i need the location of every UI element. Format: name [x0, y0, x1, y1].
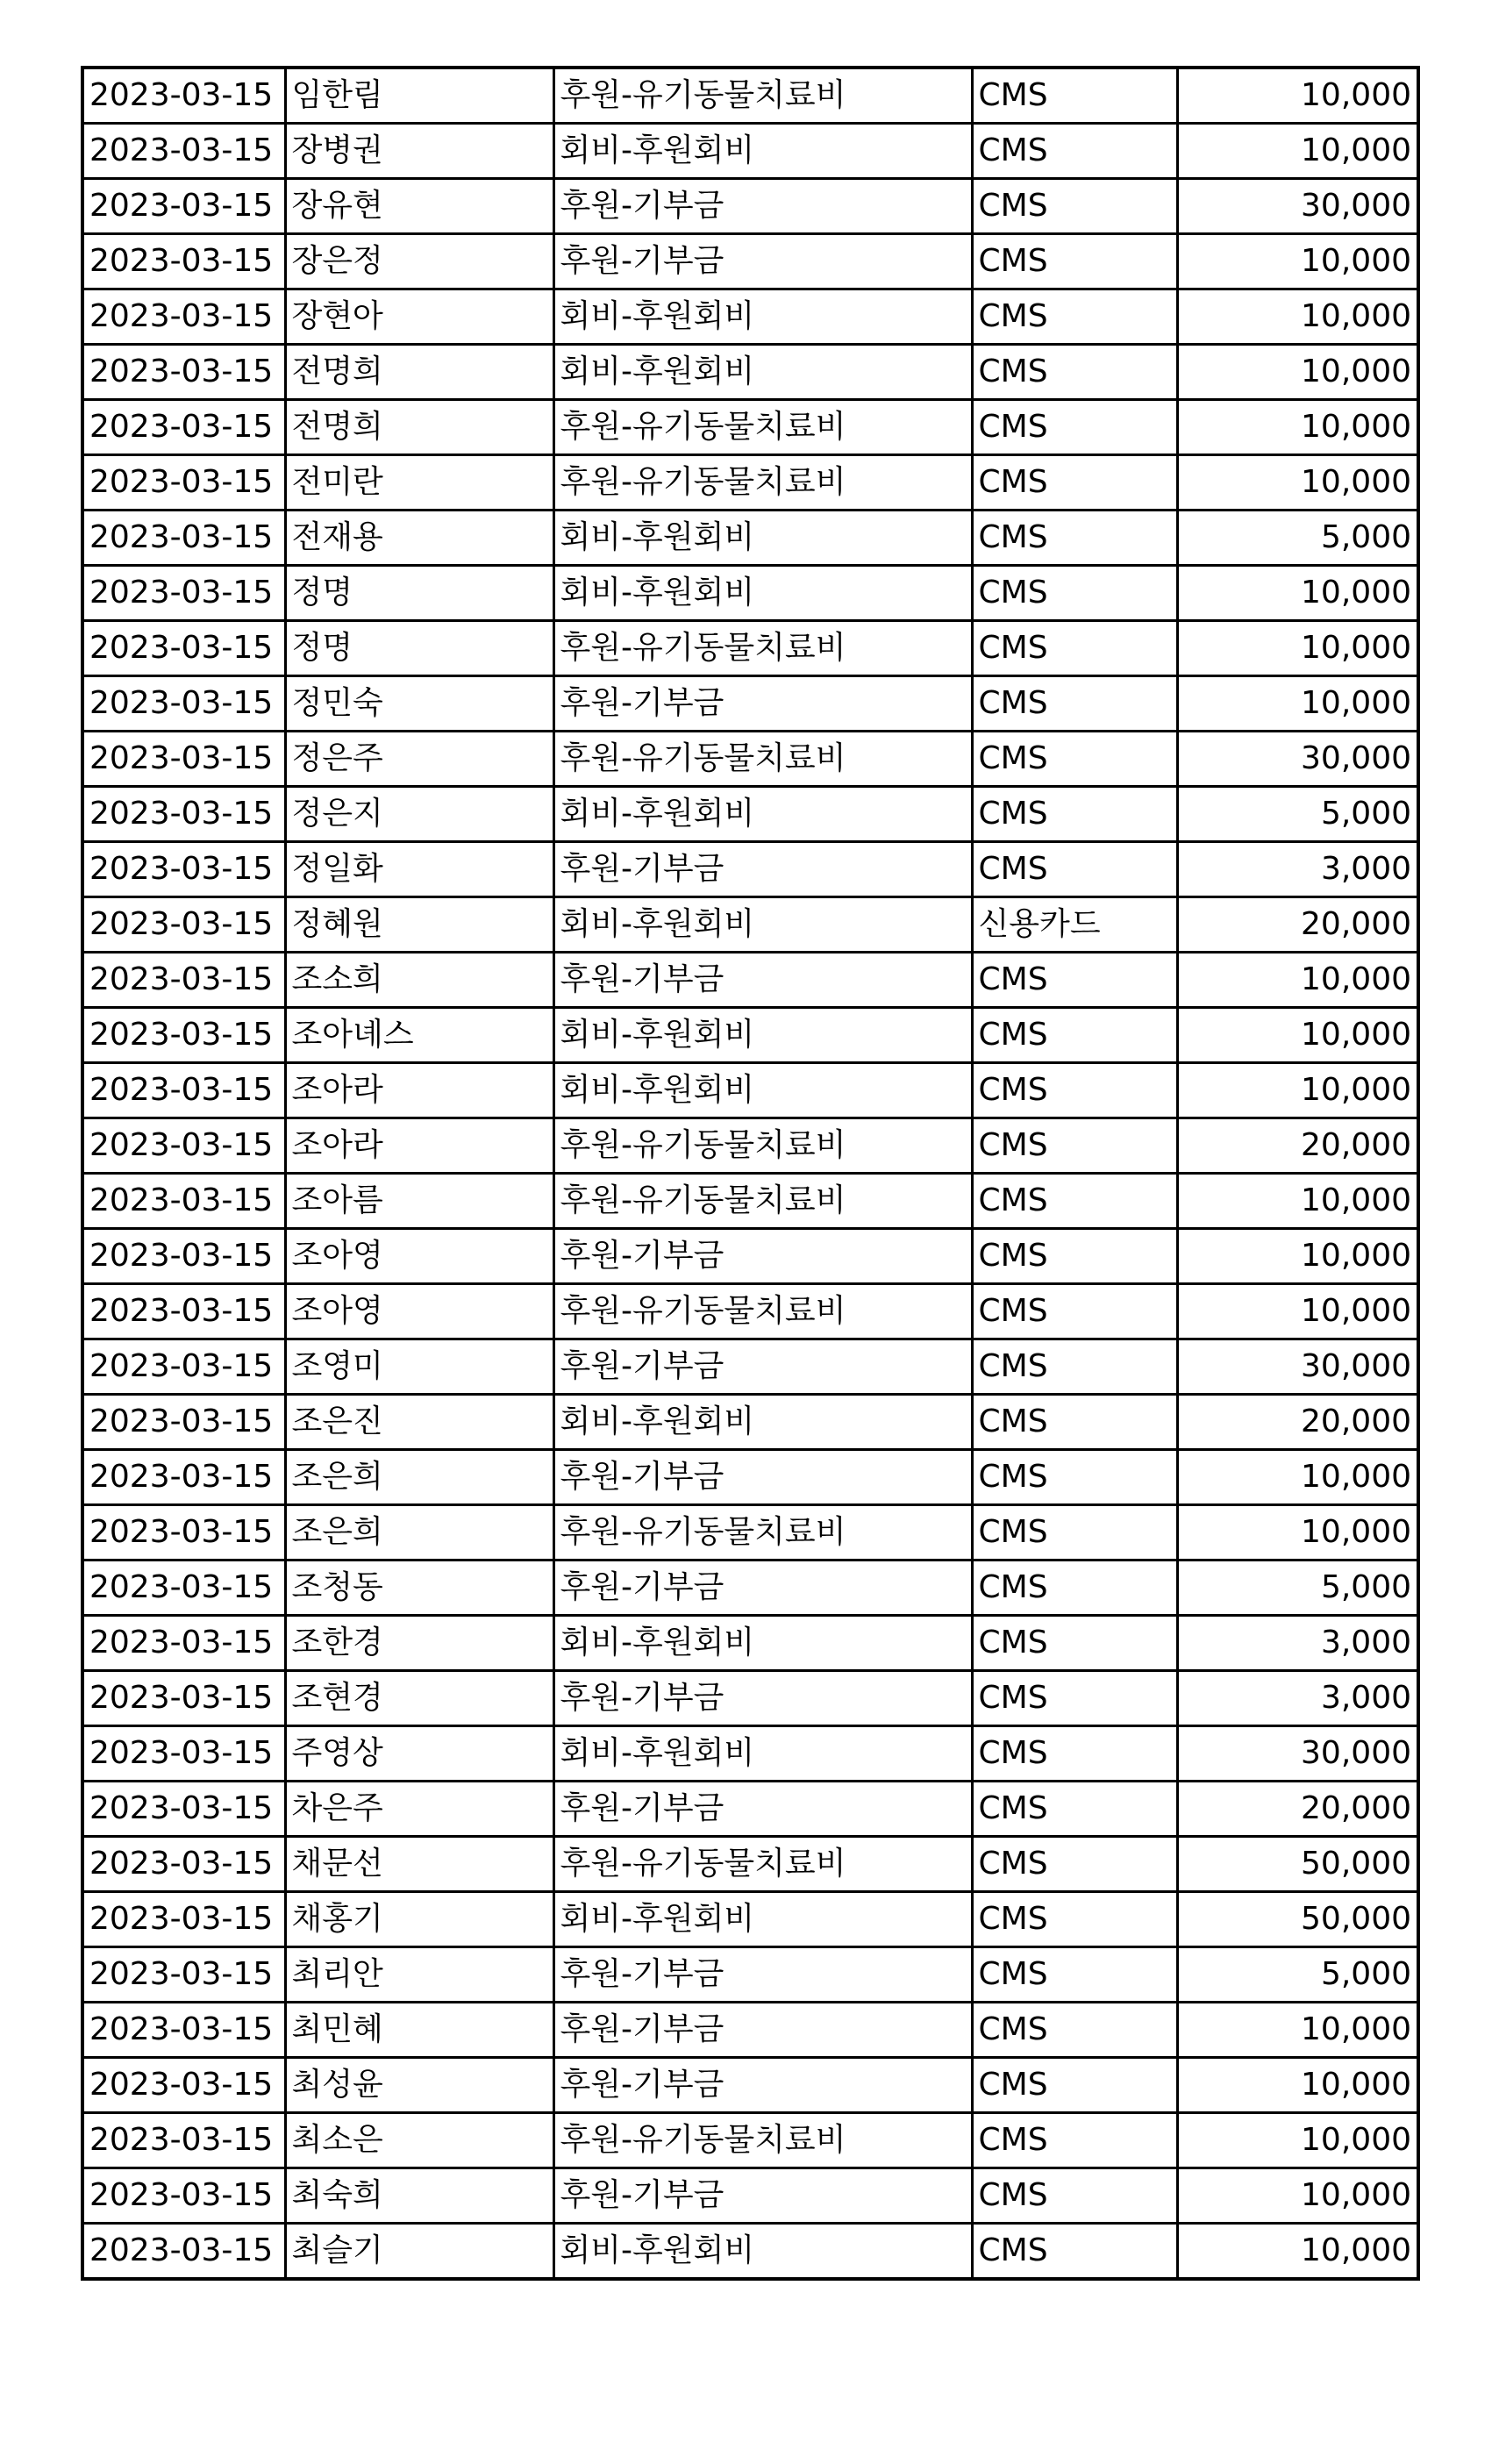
donor-name-cell: 장병권 [285, 124, 553, 179]
payment-method-cell: CMS [972, 732, 1177, 787]
payment-method-cell: CMS [972, 1726, 1177, 1782]
payment-method-cell: CMS [972, 455, 1177, 511]
donor-name-cell: 조은진 [285, 1395, 553, 1450]
table-row [82, 400, 1418, 455]
table-row [82, 1284, 1418, 1339]
amount-cell: 10,000 [1177, 234, 1418, 289]
amount-cell: 30,000 [1177, 179, 1418, 234]
donor-name-cell: 차은주 [285, 1782, 553, 1837]
table-row [82, 1450, 1418, 1505]
amount-cell: 10,000 [1177, 676, 1418, 732]
date-cell: 2023-03-15 [82, 1118, 285, 1174]
amount-cell: 10,000 [1177, 1174, 1418, 1229]
category-cell: 후원-기부금 [553, 234, 972, 289]
table-row [82, 2168, 1418, 2224]
donor-name-cell: 장유현 [285, 179, 553, 234]
donor-name-cell: 채문선 [285, 1837, 553, 1892]
donor-name-cell: 정일화 [285, 842, 553, 897]
category-cell: 후원-기부금 [553, 1339, 972, 1395]
table-row [82, 1339, 1418, 1395]
amount-cell: 20,000 [1177, 897, 1418, 953]
donor-name-cell: 조은희 [285, 1505, 553, 1561]
amount-cell: 5,000 [1177, 511, 1418, 566]
amount-cell: 10,000 [1177, 621, 1418, 676]
payment-method-cell: CMS [972, 2113, 1177, 2168]
category-cell: 후원-기부금 [553, 842, 972, 897]
table-row [82, 1947, 1418, 2003]
table-row [82, 897, 1418, 953]
payment-method-cell: CMS [972, 1118, 1177, 1174]
amount-cell: 10,000 [1177, 1450, 1418, 1505]
donor-name-cell: 조영미 [285, 1339, 553, 1395]
date-cell: 2023-03-15 [82, 621, 285, 676]
donor-name-cell: 전미란 [285, 455, 553, 511]
table-row [82, 2058, 1418, 2113]
category-cell: 후원-기부금 [553, 2058, 972, 2113]
category-cell: 후원-기부금 [553, 1671, 972, 1726]
table-row [82, 455, 1418, 511]
payment-method-cell: CMS [972, 234, 1177, 289]
date-cell: 2023-03-15 [82, 1395, 285, 1450]
table-row [82, 1616, 1418, 1671]
payment-method-cell: CMS [972, 676, 1177, 732]
date-cell: 2023-03-15 [82, 400, 285, 455]
payment-method-cell: CMS [972, 511, 1177, 566]
date-cell: 2023-03-15 [82, 1229, 285, 1284]
category-cell: 후원-기부금 [553, 1229, 972, 1284]
category-cell: 회비-후원회비 [553, 2224, 972, 2280]
date-cell: 2023-03-15 [82, 2003, 285, 2058]
category-cell: 회비-후원회비 [553, 787, 972, 842]
category-cell: 회비-후원회비 [553, 1395, 972, 1450]
date-cell: 2023-03-15 [82, 289, 285, 345]
category-cell: 후원-기부금 [553, 1947, 972, 2003]
payment-method-cell: CMS [972, 842, 1177, 897]
category-cell: 후원-기부금 [553, 179, 972, 234]
donor-name-cell: 임한림 [285, 68, 553, 124]
payment-method-cell: CMS [972, 1892, 1177, 1947]
date-cell: 2023-03-15 [82, 1837, 285, 1892]
table-row [82, 511, 1418, 566]
date-cell: 2023-03-15 [82, 455, 285, 511]
date-cell: 2023-03-15 [82, 566, 285, 621]
date-cell: 2023-03-15 [82, 1450, 285, 1505]
category-cell: 후원-기부금 [553, 2003, 972, 2058]
payment-method-cell: CMS [972, 1505, 1177, 1561]
date-cell: 2023-03-15 [82, 124, 285, 179]
amount-cell: 10,000 [1177, 566, 1418, 621]
table-row [82, 732, 1418, 787]
category-cell: 후원-유기동물치료비 [553, 68, 972, 124]
date-cell: 2023-03-15 [82, 1616, 285, 1671]
table-row [82, 1837, 1418, 1892]
payment-method-cell: CMS [972, 68, 1177, 124]
payment-method-cell: CMS [972, 1671, 1177, 1726]
table-row [82, 1063, 1418, 1118]
date-cell: 2023-03-15 [82, 1063, 285, 1118]
date-cell: 2023-03-15 [82, 676, 285, 732]
payment-method-cell: CMS [972, 179, 1177, 234]
table-row [82, 1561, 1418, 1616]
date-cell: 2023-03-15 [82, 2113, 285, 2168]
amount-cell: 50,000 [1177, 1837, 1418, 1892]
date-cell: 2023-03-15 [82, 68, 285, 124]
payment-method-cell: CMS [972, 1616, 1177, 1671]
category-cell: 후원-기부금 [553, 1450, 972, 1505]
donor-name-cell: 조아녜스 [285, 1008, 553, 1063]
donor-name-cell: 조한경 [285, 1616, 553, 1671]
table-row [82, 1782, 1418, 1837]
amount-cell: 10,000 [1177, 345, 1418, 400]
donor-name-cell: 정은주 [285, 732, 553, 787]
amount-cell: 10,000 [1177, 2003, 1418, 2058]
category-cell: 후원-유기동물치료비 [553, 1837, 972, 1892]
category-cell: 후원-기부금 [553, 953, 972, 1008]
date-cell: 2023-03-15 [82, 511, 285, 566]
date-cell: 2023-03-15 [82, 1008, 285, 1063]
category-cell: 회비-후원회비 [553, 1063, 972, 1118]
amount-cell: 5,000 [1177, 1561, 1418, 1616]
amount-cell: 10,000 [1177, 1008, 1418, 1063]
payment-method-cell: CMS [972, 566, 1177, 621]
table-row [82, 1892, 1418, 1947]
amount-cell: 10,000 [1177, 2058, 1418, 2113]
amount-cell: 30,000 [1177, 1726, 1418, 1782]
category-cell: 후원-유기동물치료비 [553, 1174, 972, 1229]
payment-method-cell: CMS [972, 289, 1177, 345]
donor-name-cell: 조현경 [285, 1671, 553, 1726]
donor-name-cell: 조소희 [285, 953, 553, 1008]
payment-method-cell: CMS [972, 1229, 1177, 1284]
payment-method-cell: CMS [972, 1837, 1177, 1892]
table-row [82, 1174, 1418, 1229]
table-row [82, 676, 1418, 732]
category-cell: 후원-기부금 [553, 2168, 972, 2224]
donor-name-cell: 전재용 [285, 511, 553, 566]
category-cell: 후원-유기동물치료비 [553, 2113, 972, 2168]
date-cell: 2023-03-15 [82, 953, 285, 1008]
donor-name-cell: 전명희 [285, 400, 553, 455]
table-row [82, 1008, 1418, 1063]
amount-cell: 10,000 [1177, 2224, 1418, 2280]
table-row [82, 1229, 1418, 1284]
donor-name-cell: 정은지 [285, 787, 553, 842]
category-cell: 후원-유기동물치료비 [553, 1118, 972, 1174]
donor-name-cell: 주영상 [285, 1726, 553, 1782]
table-row [82, 1671, 1418, 1726]
date-cell: 2023-03-15 [82, 1339, 285, 1395]
donor-name-cell: 조아영 [285, 1229, 553, 1284]
date-cell: 2023-03-15 [82, 1892, 285, 1947]
date-cell: 2023-03-15 [82, 345, 285, 400]
payment-method-cell: CMS [972, 1284, 1177, 1339]
payment-method-cell: CMS [972, 1561, 1177, 1616]
table-row [82, 1505, 1418, 1561]
date-cell: 2023-03-15 [82, 1782, 285, 1837]
table-row [82, 787, 1418, 842]
amount-cell: 10,000 [1177, 68, 1418, 124]
category-cell: 회비-후원회비 [553, 1892, 972, 1947]
donor-name-cell: 최리안 [285, 1947, 553, 2003]
payment-method-cell: CMS [972, 400, 1177, 455]
table-row [82, 566, 1418, 621]
donor-name-cell: 정민숙 [285, 676, 553, 732]
date-cell: 2023-03-15 [82, 1284, 285, 1339]
date-cell: 2023-03-15 [82, 1561, 285, 1616]
date-cell: 2023-03-15 [82, 1174, 285, 1229]
donor-name-cell: 조아라 [285, 1063, 553, 1118]
table-row [82, 842, 1418, 897]
donor-name-cell: 조은희 [285, 1450, 553, 1505]
table-row [82, 345, 1418, 400]
amount-cell: 10,000 [1177, 289, 1418, 345]
payment-method-cell: CMS [972, 1063, 1177, 1118]
category-cell: 후원-유기동물치료비 [553, 1284, 972, 1339]
payment-method-cell: CMS [972, 345, 1177, 400]
category-cell: 회비-후원회비 [553, 511, 972, 566]
table-row [82, 68, 1418, 124]
amount-cell: 30,000 [1177, 732, 1418, 787]
amount-cell: 30,000 [1177, 1339, 1418, 1395]
donor-name-cell: 최성윤 [285, 2058, 553, 2113]
table-row [82, 234, 1418, 289]
donor-name-cell: 정혜원 [285, 897, 553, 953]
payment-method-cell: CMS [972, 1947, 1177, 2003]
table-row [82, 289, 1418, 345]
donation-ledger-table [81, 66, 1420, 2281]
date-cell: 2023-03-15 [82, 1671, 285, 1726]
date-cell: 2023-03-15 [82, 732, 285, 787]
date-cell: 2023-03-15 [82, 897, 285, 953]
amount-cell: 10,000 [1177, 1229, 1418, 1284]
category-cell: 후원-유기동물치료비 [553, 732, 972, 787]
table-row [82, 2113, 1418, 2168]
payment-method-cell: CMS [972, 1782, 1177, 1837]
category-cell: 후원-유기동물치료비 [553, 621, 972, 676]
date-cell: 2023-03-15 [82, 2058, 285, 2113]
category-cell: 회비-후원회비 [553, 289, 972, 345]
payment-method-cell: CMS [972, 787, 1177, 842]
date-cell: 2023-03-15 [82, 787, 285, 842]
payment-method-cell: CMS [972, 2003, 1177, 2058]
date-cell: 2023-03-15 [82, 179, 285, 234]
payment-method-cell: CMS [972, 2058, 1177, 2113]
category-cell: 회비-후원회비 [553, 1726, 972, 1782]
table-row [82, 953, 1418, 1008]
table-row [82, 2224, 1418, 2280]
amount-cell: 5,000 [1177, 787, 1418, 842]
category-cell: 회비-후원회비 [553, 897, 972, 953]
payment-method-cell: 신용카드 [972, 897, 1177, 953]
donor-name-cell: 채홍기 [285, 1892, 553, 1947]
category-cell: 후원-유기동물치료비 [553, 1505, 972, 1561]
amount-cell: 10,000 [1177, 124, 1418, 179]
payment-method-cell: CMS [972, 2224, 1177, 2280]
donor-name-cell: 장은정 [285, 234, 553, 289]
amount-cell: 10,000 [1177, 400, 1418, 455]
payment-method-cell: CMS [972, 953, 1177, 1008]
donor-name-cell: 조청동 [285, 1561, 553, 1616]
amount-cell: 20,000 [1177, 1118, 1418, 1174]
donor-name-cell: 최민혜 [285, 2003, 553, 2058]
date-cell: 2023-03-15 [82, 1947, 285, 2003]
amount-cell: 3,000 [1177, 842, 1418, 897]
date-cell: 2023-03-15 [82, 1726, 285, 1782]
payment-method-cell: CMS [972, 2168, 1177, 2224]
payment-method-cell: CMS [972, 1174, 1177, 1229]
amount-cell: 10,000 [1177, 2113, 1418, 2168]
donor-name-cell: 정명 [285, 566, 553, 621]
category-cell: 후원-기부금 [553, 1782, 972, 1837]
date-cell: 2023-03-15 [82, 2168, 285, 2224]
date-cell: 2023-03-15 [82, 842, 285, 897]
date-cell: 2023-03-15 [82, 234, 285, 289]
date-cell: 2023-03-15 [82, 1505, 285, 1561]
table-row [82, 179, 1418, 234]
donor-name-cell: 최슬기 [285, 2224, 553, 2280]
category-cell: 회비-후원회비 [553, 1616, 972, 1671]
category-cell: 후원-기부금 [553, 676, 972, 732]
amount-cell: 10,000 [1177, 953, 1418, 1008]
amount-cell: 20,000 [1177, 1395, 1418, 1450]
ledger-body [82, 68, 1418, 2279]
category-cell: 회비-후원회비 [553, 345, 972, 400]
table-row [82, 1395, 1418, 1450]
table-row [82, 2003, 1418, 2058]
amount-cell: 5,000 [1177, 1947, 1418, 2003]
category-cell: 후원-유기동물치료비 [553, 455, 972, 511]
donor-name-cell: 조아름 [285, 1174, 553, 1229]
donor-name-cell: 최소은 [285, 2113, 553, 2168]
payment-method-cell: CMS [972, 124, 1177, 179]
table-row [82, 621, 1418, 676]
payment-method-cell: CMS [972, 1450, 1177, 1505]
category-cell: 후원-기부금 [553, 1561, 972, 1616]
category-cell: 회비-후원회비 [553, 566, 972, 621]
category-cell: 회비-후원회비 [553, 1008, 972, 1063]
donor-name-cell: 조아영 [285, 1284, 553, 1339]
donor-name-cell: 최숙희 [285, 2168, 553, 2224]
date-cell: 2023-03-15 [82, 2224, 285, 2280]
category-cell: 회비-후원회비 [553, 124, 972, 179]
donor-name-cell: 장현아 [285, 289, 553, 345]
donor-name-cell: 전명희 [285, 345, 553, 400]
amount-cell: 10,000 [1177, 2168, 1418, 2224]
payment-method-cell: CMS [972, 1339, 1177, 1395]
category-cell: 후원-유기동물치료비 [553, 400, 972, 455]
amount-cell: 10,000 [1177, 455, 1418, 511]
amount-cell: 3,000 [1177, 1671, 1418, 1726]
amount-cell: 10,000 [1177, 1505, 1418, 1561]
payment-method-cell: CMS [972, 1395, 1177, 1450]
payment-method-cell: CMS [972, 1008, 1177, 1063]
amount-cell: 10,000 [1177, 1284, 1418, 1339]
donor-name-cell: 정명 [285, 621, 553, 676]
amount-cell: 3,000 [1177, 1616, 1418, 1671]
payment-method-cell: CMS [972, 621, 1177, 676]
table-row [82, 1118, 1418, 1174]
table-row [82, 124, 1418, 179]
donor-name-cell: 조아라 [285, 1118, 553, 1174]
table-row [82, 1726, 1418, 1782]
amount-cell: 50,000 [1177, 1892, 1418, 1947]
amount-cell: 10,000 [1177, 1063, 1418, 1118]
amount-cell: 20,000 [1177, 1782, 1418, 1837]
